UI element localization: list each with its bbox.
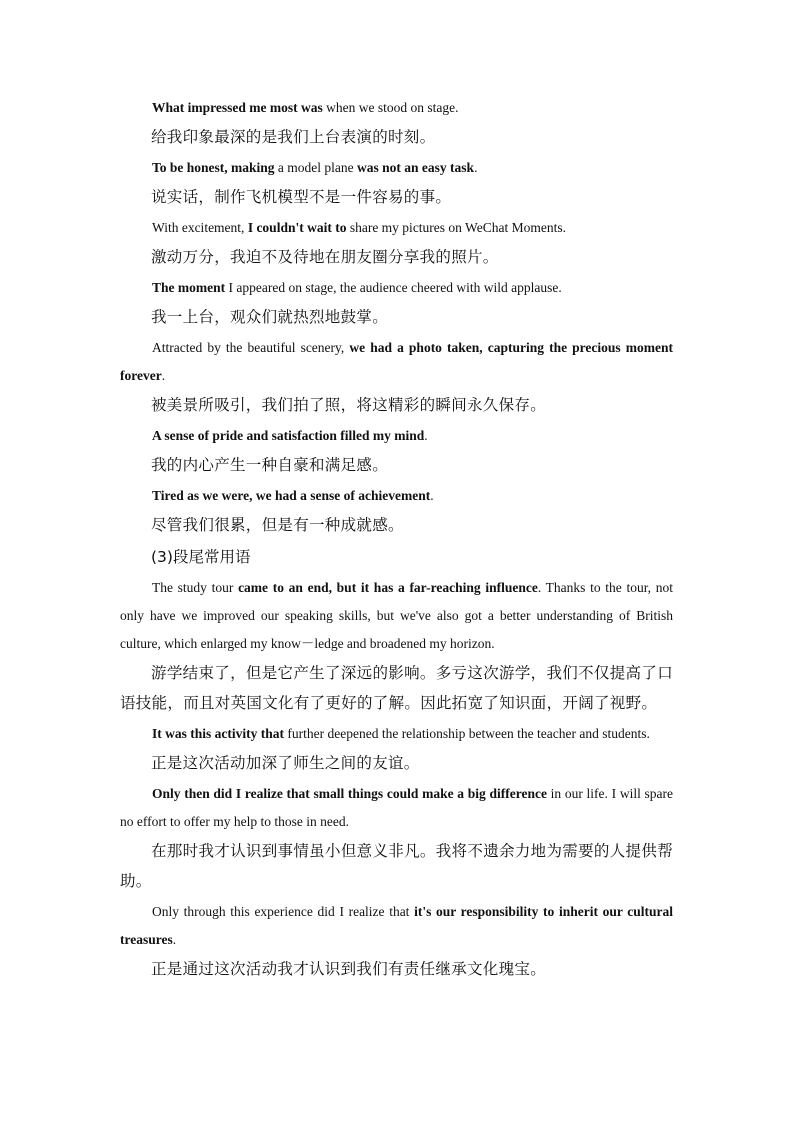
english-sentence xyxy=(120,214,673,242)
chinese-translation: 被美景所吸引，我们拍了照，将这精彩的瞬间永久保存。 xyxy=(151,396,547,414)
key-phrase: It was this activity that xyxy=(152,726,284,741)
example-group-2 xyxy=(120,574,673,984)
sentence-text: . xyxy=(430,488,434,503)
chinese-translation: 在那时我才认识到事情虽小但意义非凡。我将不遗余力地为需要的人提供帮助。 xyxy=(120,842,673,890)
example-group-1 xyxy=(120,94,673,540)
section-heading: (3)段尾常用语 xyxy=(151,548,251,566)
sentence-text: . Thanks to the tour, not only have we improved our speaking skills, but we've also got a better understanding of British culture, which enlarged my know－ledge and broadened my horizon. xyxy=(120,580,673,651)
english-sentence xyxy=(120,94,673,122)
sentence-text: . xyxy=(424,428,428,443)
chinese-translation: 我的内心产生一种自豪和满足感。 xyxy=(151,456,389,474)
chinese-translation: 正是这次活动加深了师生之间的友谊。 xyxy=(151,754,420,772)
sentence-text: Only through this experience did I realize that xyxy=(152,904,415,919)
key-phrase: What impressed me most was xyxy=(152,100,323,115)
sentence-text: further deepened the relationship between the teacher and students. xyxy=(284,726,650,741)
chinese-translation: 激动万分，我迫不及待地在朋友圈分享我的照片。 xyxy=(151,248,499,266)
sentence-text: The study tour xyxy=(152,580,239,595)
sentence-text: With excitement, xyxy=(152,220,248,235)
english-sentence xyxy=(120,154,673,182)
key-phrase: Tired as we were, we had a sense of achievement xyxy=(152,488,431,503)
chinese-translation: 给我印象最深的是我们上台表演的时刻。 xyxy=(151,128,436,146)
english-sentence xyxy=(120,422,673,450)
key-phrase: A sense of pride and satisfaction filled my mind xyxy=(152,428,425,443)
english-sentence xyxy=(120,482,673,510)
chinese-translation: 尽管我们很累，但是有一种成就感。 xyxy=(151,516,404,534)
document-body xyxy=(120,94,673,986)
chinese-translation: 说实话，制作飞机模型不是一件容易的事。 xyxy=(151,188,452,206)
english-sentence xyxy=(120,574,673,658)
english-sentence xyxy=(120,274,673,302)
key-phrase: it's our responsibility to inherit our cultural treasures xyxy=(120,904,673,947)
sentence-text: when we stood on stage. xyxy=(322,100,459,115)
sentence-text: share my pictures on WeChat Moments. xyxy=(346,220,566,235)
key-phrase: came to an end, but it has a far-reaching influence xyxy=(238,580,538,595)
sentence-text: Attracted by the beautiful scenery, xyxy=(152,340,350,355)
key-phrase: was not an easy task xyxy=(357,160,475,175)
english-sentence xyxy=(120,334,673,390)
sentence-text: in our life. I will spare no effort to offer my help to those in need. xyxy=(120,786,674,829)
sentence-text: . xyxy=(161,368,166,383)
key-phrase: To be honest, making xyxy=(152,160,275,175)
key-phrase: we had a photo taken, capturing the precious moment forever xyxy=(120,340,674,383)
chinese-translation: 游学结束了，但是它产生了深远的影响。多亏这次游学，我们不仅提高了口语技能，而且对英国文化有了更好的了解。因此拓宽了知识面，开阔了视野。 xyxy=(120,664,673,712)
key-phrase: I couldn't wait to xyxy=(247,220,347,235)
key-phrase: The moment xyxy=(152,280,226,295)
chinese-translation: 正是通过这次活动我才认识到我们有责任继承文化瑰宝。 xyxy=(151,960,547,978)
english-sentence xyxy=(120,898,673,954)
sentence-text: I appeared on stage, the audience cheered with wild applause. xyxy=(225,280,562,295)
english-sentence xyxy=(120,780,673,836)
sentence-text: a model plane xyxy=(274,160,358,175)
sentence-text: . xyxy=(172,932,177,947)
english-sentence xyxy=(120,720,673,748)
key-phrase: Only then did I realize that small things could make a big difference xyxy=(152,786,547,801)
sentence-text: . xyxy=(474,160,478,175)
chinese-translation: 我一上台，观众们就热烈地鼓掌。 xyxy=(151,308,389,326)
